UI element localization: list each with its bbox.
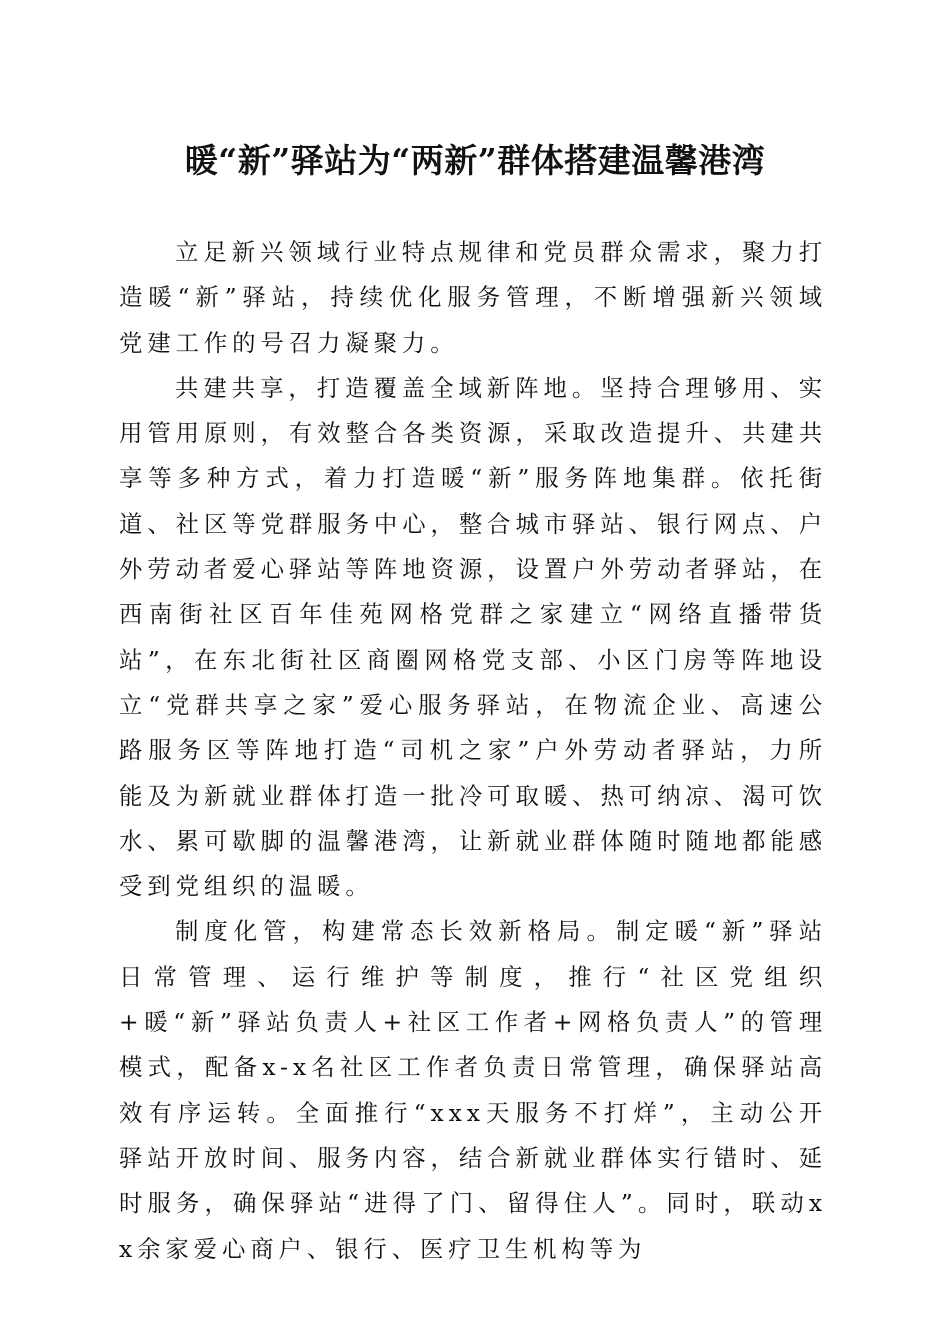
paragraph-intro: 立足新兴领域行业特点规律和党员群众需求，聚力打造暖“新”驿站，持续优化服务管理，不断增强新兴领域党建工作的号召力凝聚力。: [119, 238, 827, 357]
document-title: 暖“新”驿站为“两新”群体搭建温馨港湾: [184, 141, 766, 180]
document-body: [119, 230, 827, 1272]
paragraph-co-construction: 共建共享，打造覆盖全域新阵地。坚持合理够用、实用管用原则，有效整合各类资源，采取改造提升、共建共享等多种方式，着力打造暖“新”服务阵地集群。依托街道、社区等党群服务中心，整合城市驿站、银行网点、户外劳动者爱心驿站等阵地资源，设置户外劳动者驿站，在西南街社区百年佳苑网格党群之家建立“网络直播带货站”，在东北街社区商圈网格党支部、小区门房等阵地设立“党群共享之家”爱心服务驿站，在物流企业、高速公路服务区等阵地打造“司机之家”户外劳动者驿站，力所能及为新就业群体打造一批冷可取暖、热可纳凉、渴可饮水、累可歇脚的温馨港湾，让新就业群体随时随地都能感受到党组织的温暖。: [119, 373, 827, 901]
paragraph-institutional-management: 制度化管，构建常态长效新格局。制定暖“新”驿站日常管理、运行维护等制度，推行“社区党组织+暖“新”驿站负责人+社区工作者+网格负责人”的管理模式，配备x-x名社区工作者负责日常管理，确保驿站高效有序运转。全面推行“xxx天服务不打烊”，主动公开驿站开放时间、服务内容，结合新就业群体实行错时、延时服务，确保驿站“进得了门、留得住人”。同时，联动xx余家爱心商户、银行、医疗卫生机构等为: [119, 917, 827, 1263]
